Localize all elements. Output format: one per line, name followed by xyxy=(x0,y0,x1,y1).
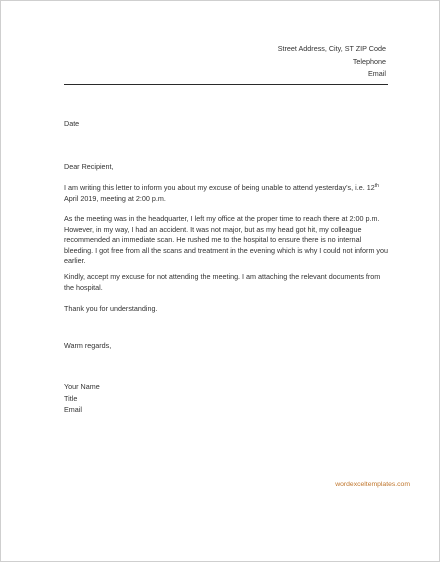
closing: Warm regards, xyxy=(64,341,112,350)
letter-date: Date xyxy=(64,119,80,128)
paragraph-explanation: As the meeting was in the headquarter, I left my office at the proper time to reach there at 2:00 p.m. However, in my way, I had an accident. It was not major, but as my head got hit, my colleague recommended an immediate scan. He rushed me to the hospital to ensure there is no internal bleeding. I got free from all the scans and treatment in the evening which is why I could not inform you earlier. xyxy=(64,214,389,266)
signature-name: Your Name xyxy=(64,382,100,391)
sender-info xyxy=(278,43,386,81)
paragraph-intro-text-a: I am writing this letter to inform you about my excuse of being unable to attend yesterday’s, i.e. 12 xyxy=(64,183,375,192)
paragraph-request: Kindly, accept my excuse for not attending the meeting. I am attaching the relevant documents from the hospital. xyxy=(64,272,381,292)
ordinal-suffix: th xyxy=(374,183,379,189)
paragraph-intro xyxy=(64,183,389,204)
paragraph-thanks: Thank you for understanding. xyxy=(64,304,158,313)
salutation: Dear Recipient, xyxy=(64,162,114,171)
signature-title: Title xyxy=(64,393,78,403)
signature-block xyxy=(64,381,389,416)
sender-telephone: Telephone xyxy=(352,56,386,66)
signature-email: Email xyxy=(64,405,82,414)
paragraph-intro-text-b: April 2019, meeting at 2:00 p.m. xyxy=(64,193,166,203)
header-divider xyxy=(64,84,388,85)
sender-email: Email xyxy=(368,69,386,78)
sender-address: Street Address, City, ST ZIP Code xyxy=(277,44,386,53)
watermark-link[interactable]: wordexceltemplates.com xyxy=(335,481,410,488)
